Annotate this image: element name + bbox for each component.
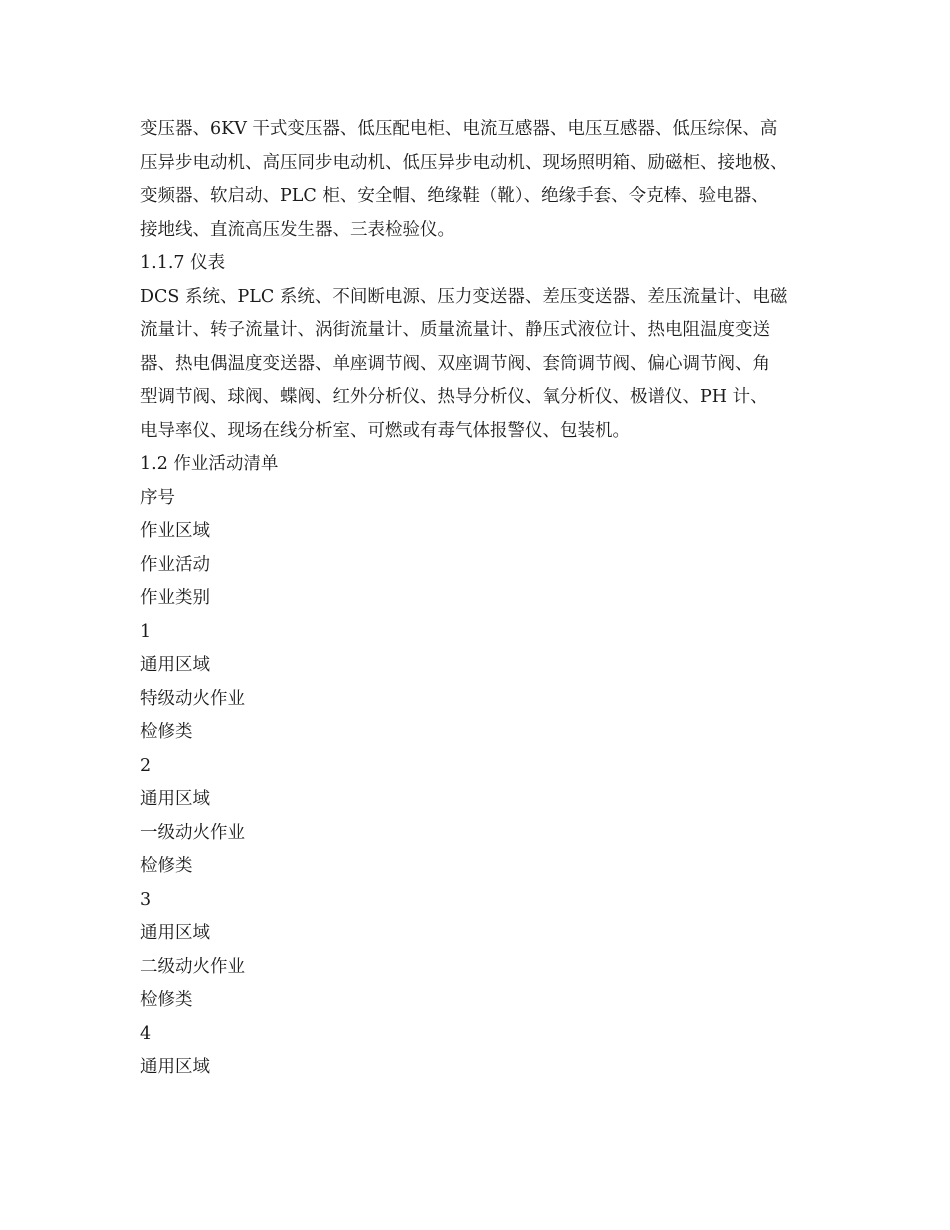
table-cell-activity: 特级动火作业: [140, 688, 245, 709]
table-header-activity: 作业活动: [140, 554, 210, 575]
paragraph-line: 压异步电动机、高压同步电动机、低压异步电动机、现场照明箱、励磁柜、接地极、: [140, 152, 788, 173]
table-cell-area: 通用区域: [140, 1057, 210, 1077]
paragraph-line: 型调节阀、球阀、蝶阀、红外分析仪、热导分析仪、氧分析仪、极谱仪、PH 计、: [140, 387, 768, 407]
table-header-category: 作业类别: [140, 588, 210, 608]
document-body: [140, 113, 840, 1085]
table-header-area: 作业区域: [140, 521, 210, 541]
table-cell-category: 检修类: [140, 856, 193, 876]
table-header-index: 序号: [140, 487, 175, 508]
table-cell-area: 通用区域: [140, 655, 210, 675]
table-cell-area: 通用区域: [140, 789, 210, 809]
table-cell-index: 4: [140, 1023, 152, 1044]
paragraph-line: 流量计、转子流量计、涡街流量计、质量流量计、静压式液位计、热电阻温度变送: [140, 320, 770, 340]
table-cell-activity: 一级动火作业: [140, 822, 245, 843]
paragraph-line: 变频器、软启动、PLC 柜、安全帽、绝缘鞋（靴）、绝缘手套、令克棒、验电器、: [140, 186, 769, 206]
table-cell-activity: 二级动火作业: [140, 956, 245, 977]
paragraph-line: DCS 系统、PLC 系统、不间断电源、压力变送器、差压变送器、差压流量计、电磁: [140, 286, 788, 307]
paragraph-line: 器、热电偶温度变送器、单座调节阀、双座调节阀、套筒调节阀、偏心调节阀、角: [140, 353, 770, 374]
table-cell-index: 2: [140, 755, 152, 776]
table-cell-area: 通用区域: [140, 923, 210, 943]
table-cell-category: 检修类: [140, 722, 193, 742]
paragraph-line: 电导率仪、现场在线分析室、可燃或有毒气体报警仪、包装机。: [140, 420, 630, 441]
table-cell-index: 3: [140, 889, 152, 910]
paragraph-line: 变压器、6KV 干式变压器、低压配电柜、电流互感器、电压互感器、低压综保、高: [140, 119, 778, 139]
section-heading-activities: 1.2 作业活动清单: [140, 454, 279, 474]
section-heading-instruments: 1.1.7 仪表: [140, 253, 226, 273]
table-cell-index: 1: [140, 621, 152, 642]
table-cell-category: 检修类: [140, 990, 193, 1010]
paragraph-line: 接地线、直流高压发生器、三表检验仪。: [140, 219, 455, 240]
